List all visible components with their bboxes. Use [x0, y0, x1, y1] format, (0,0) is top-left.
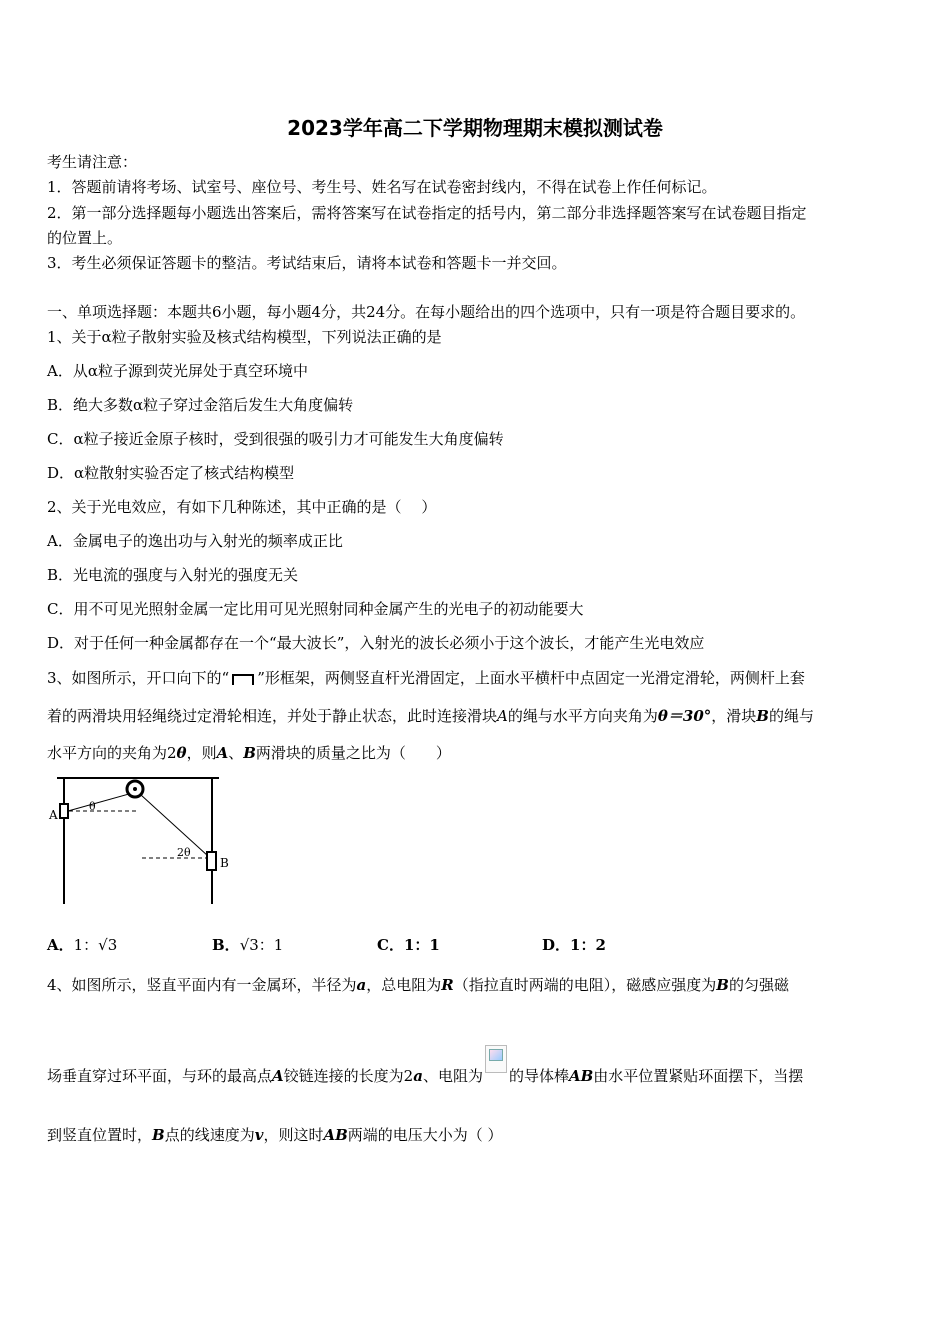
page-title: 2023学年高二下学期物理期末模拟测试卷: [287, 116, 663, 140]
q2-option-d: D．对于任何一种金属都存在一个“最大波长”，入射光的波长必须小于这个波长，才能产生光电效应: [47, 634, 705, 652]
label-b: B: [220, 856, 229, 870]
notice-item-2-cont: 的位置上。: [47, 229, 123, 247]
label-a: A: [49, 808, 58, 822]
q1-option-b: B．绝大多数α粒子穿过金箔后发生大角度偏转: [47, 396, 354, 414]
q3-pulley-diagram: [47, 772, 247, 907]
q3-option-d: D．1：2: [542, 936, 606, 954]
notice-heading: 考生请注意：: [47, 153, 138, 171]
rope-a: [68, 794, 129, 811]
notice-item-3: 3．考生必须保证答题卡的整洁。考试结束后，请将本试卷和答题卡一并交回。: [47, 254, 567, 272]
q4-stem-line-1: 4、如图所示，竖直平面内有一金属环，半径为a，总电阻为R（指拉直时两端的电阻），磁感应强度为B的匀强磁: [47, 976, 789, 994]
notice-item-1: 1．答题前请将考场、试室号、座位号、考生号、姓名写在试卷密封线内，不得在试卷上作任何标记。: [47, 178, 717, 196]
notice-item-2: 2．第一部分选择题每小题选出答案后，需将答案写在试卷指定的括号内，第二部分非选择题答案写在试卷题目指定: [47, 204, 807, 222]
slider-a: [60, 804, 68, 818]
q1-stem: 1、关于α粒子散射实验及核式结构模型，下列说法正确的是: [47, 328, 442, 346]
angle-2theta-label: 2θ: [177, 846, 191, 859]
q2-option-c: C．用不可见光照射金属一定比用可见光照射同种金属产生的光电子的初动能要大: [47, 600, 584, 618]
q2-option-a: A．金属电子的逸出功与入射光的频率成正比: [47, 532, 343, 550]
q1-option-a: A．从α粒子源到荧光屏处于真空环境中: [47, 362, 308, 380]
angle-theta-label: θ: [89, 800, 96, 813]
q3-option-c: C．1：1: [377, 936, 440, 954]
broken-image-icon: [485, 1045, 507, 1073]
frame-shape-icon: [232, 674, 254, 685]
q3-stem-line-1: 3、如图所示，开口向下的“ ”形框架，两侧竖直杆光滑固定，上面水平横杆中点固定一光滑定滑轮，两侧杆上套: [47, 669, 805, 687]
q4-stem-line-2: 场垂直穿过环平面，与环的最高点A铰链连接的长度为2a、电阻为 的导体棒AB由水平位置紧贴环面摆下，当摆: [47, 1063, 907, 1091]
slider-b: [207, 852, 216, 870]
q1-option-d: D．α粒散射实验否定了核式结构模型: [47, 464, 295, 482]
q3-option-a: A．1：√3: [47, 936, 118, 954]
q3-stem-line-2: 着的两滑块用轻绳绕过定滑轮相连，并处于静止状态，此时连接滑块A的绳与水平方向夹角为θ＝30°，滑块B的绳与: [47, 707, 814, 725]
q1-option-c: C．α粒子接近金原子核时，受到很强的吸引力才可能发生大角度偏转: [47, 430, 504, 448]
section-heading: 一、单项选择题：本题共6小题，每小题4分，共24分。在每小题给出的四个选项中，只有一项是符合题目要求的。: [47, 303, 806, 321]
q2-option-b: B．光电流的强度与入射光的强度无关: [47, 566, 299, 584]
q3-stem-line-3: 水平方向的夹角为2θ，则A、B两滑块的质量之比为（ ）: [47, 744, 451, 762]
q3-option-b: B．√3：1: [212, 936, 284, 954]
q4-stem-line-3: 到竖直位置时，B点的线速度为v，则这时AB两端的电压大小为（ ）: [47, 1126, 503, 1144]
rope-b: [141, 795, 208, 856]
q2-stem: 2、关于光电效应，有如下几种陈述，其中正确的是（ ）: [47, 498, 437, 516]
